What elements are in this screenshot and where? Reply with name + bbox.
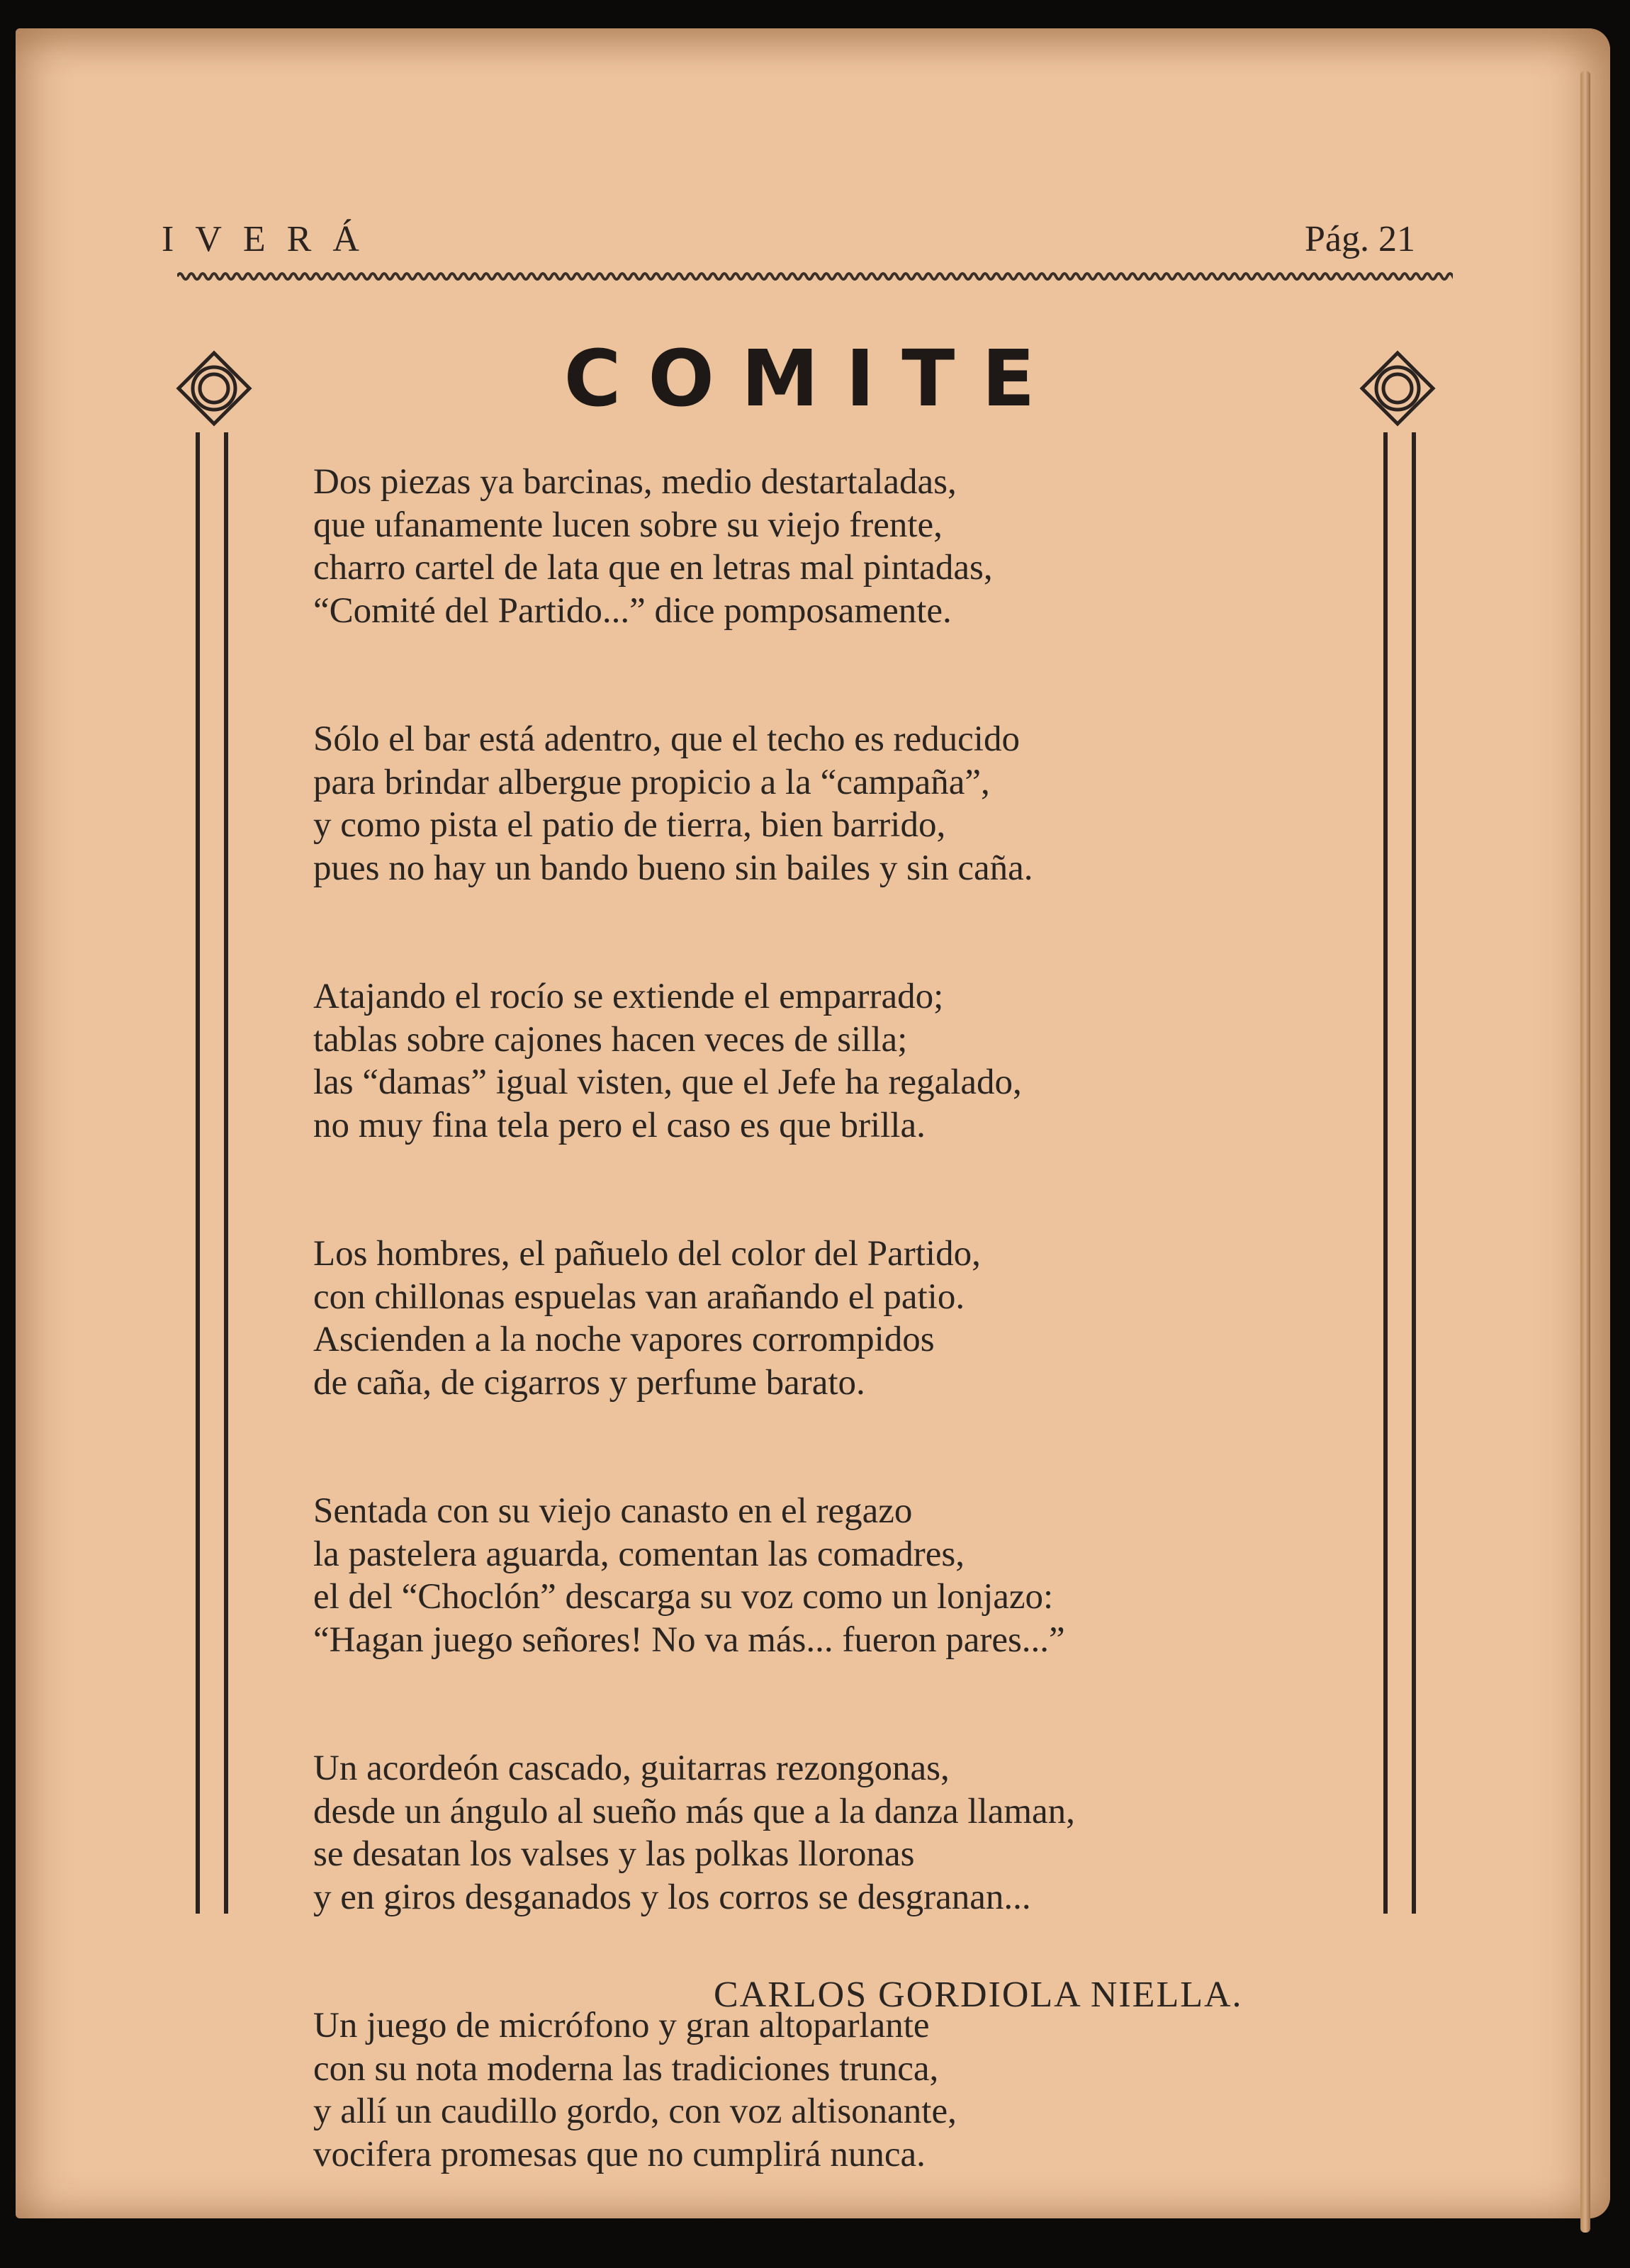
author-signature: CARLOS GORDIOLA NIELLA. (714, 1975, 1243, 2015)
right-ornament-icon (1355, 347, 1440, 1921)
verse-line: y como pista el patio de tierra, bien barrido, (313, 805, 946, 845)
verse-line: y allí un caudillo gordo, con voz altisonante, (313, 2092, 957, 2131)
verse-line: Sentada con su viejo canasto en el regazo (313, 1491, 913, 1531)
verse-line: pues no hay un bando bueno sin bailes y sin caña. (313, 848, 1033, 888)
verse-line: no muy fina tela pero el caso es que brilla. (313, 1105, 926, 1145)
poem-title: COMITE (563, 333, 1062, 424)
verse-line: Sólo el bar está adentro, que el techo es reducido (313, 719, 1020, 759)
verse-line: para brindar albergue propicio a la “campaña”, (313, 762, 990, 802)
verse-line: “Hagan juego señores! No va más... fueron pares...” (313, 1619, 1065, 1660)
poem-body (313, 461, 1362, 2176)
verse-line: se desatan los valses y las polkas lloronas (313, 1834, 915, 1874)
verse-line: desde un ángulo al sueño más que a la danza llaman, (313, 1791, 1075, 1831)
stanza (313, 1233, 1362, 1404)
binding-thread (0, 1545, 16, 1751)
verse-line: que ufanamente lucen sobre su viejo frente, (313, 505, 943, 545)
verse-line: el del “Choclón” descarga su voz como un lonjazo: (313, 1577, 1054, 1617)
book-page (16, 28, 1610, 2218)
verse-line: la pastelera aguarda, comentan las comadres, (313, 1534, 965, 1574)
verse-line: de caña, de cigarros y perfume barato. (313, 1362, 865, 1403)
stanza (313, 1747, 1362, 1919)
verse-line: y en giros desganados y los corros se desgranan... (313, 1877, 1031, 1917)
verse-line: con chillonas espuelas van arañando el patio. (313, 1276, 965, 1317)
left-ornament-icon (172, 347, 257, 1921)
stanza (313, 1490, 1362, 1661)
verse-line: charro cartel de lata que en letras mal pintadas, (313, 548, 993, 588)
stanza (313, 975, 1362, 1147)
verse-line: Un juego de micrófono y gran altoparlante (313, 2006, 930, 2045)
verse-line: Ascienden a la noche vapores corrompidos (313, 1320, 935, 1359)
journal-name: IVERÁ (162, 219, 381, 259)
stanza (313, 718, 1362, 889)
verse-line: con su nota moderna las tradiciones trunca, (313, 2048, 939, 2089)
verse-line: Un acordeón cascado, guitarras rezongonas, (313, 1748, 950, 1788)
page-number: Pág. 21 (1305, 219, 1415, 259)
verse-line: tablas sobre cajones hacen veces de silla; (313, 1019, 908, 1060)
verse-line: “Comité del Partido...” dice pomposamente. (313, 590, 952, 631)
verse-line: Atajando el rocío se extiende el emparrado; (313, 977, 944, 1016)
verse-line: las “damas” igual visten, que el Jefe ha regalado, (313, 1062, 1022, 1102)
verse-line: Los hombres, el pañuelo del color del Partido, (313, 1234, 981, 1274)
verse-line: vocifera promesas que no cumplirá nunca. (313, 2134, 926, 2174)
stanza (313, 2004, 1362, 2176)
verse-line: Dos piezas ya barcinas, medio destartaladas, (313, 462, 957, 502)
stanza (313, 461, 1362, 632)
binding-thread (0, 787, 16, 964)
header-wavy-rule (177, 269, 1453, 284)
